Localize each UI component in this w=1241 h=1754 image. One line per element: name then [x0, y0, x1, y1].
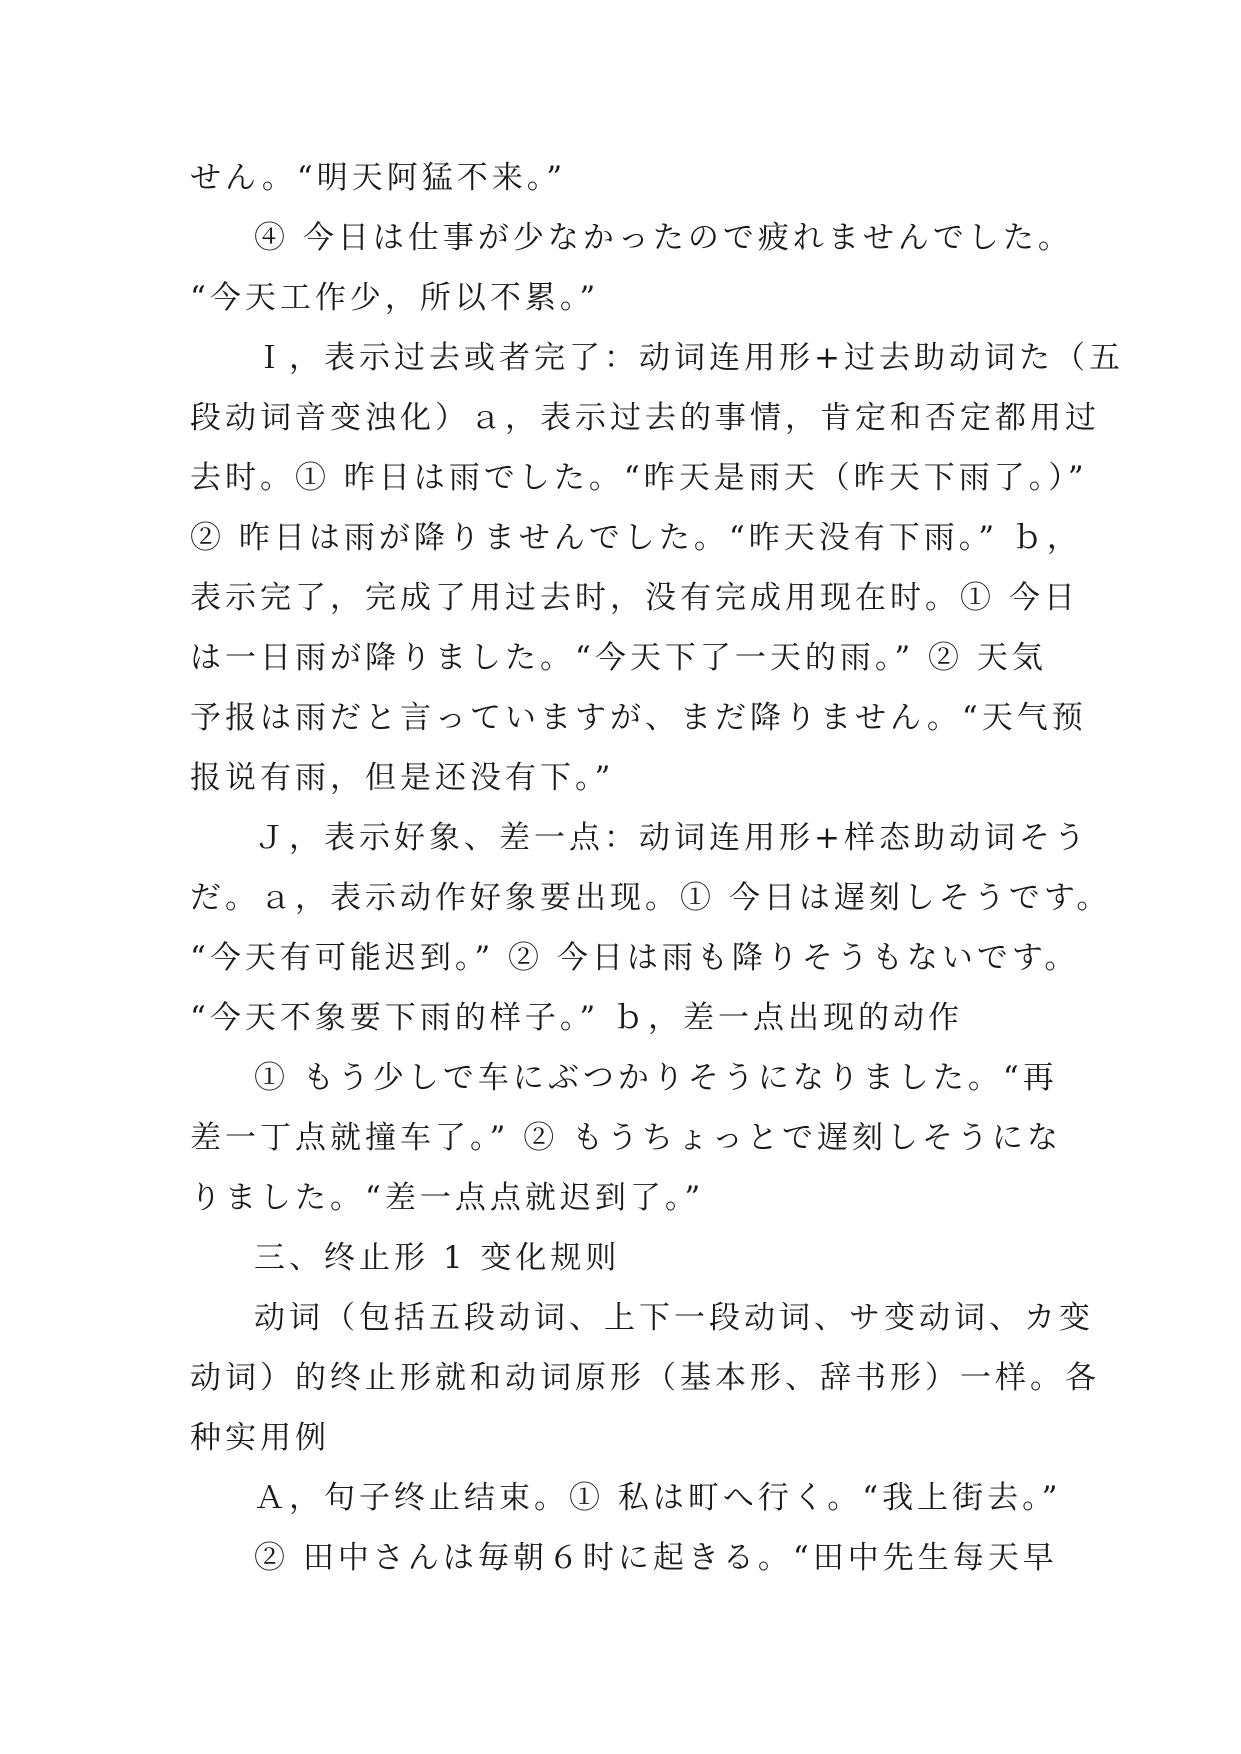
text-line: Ａ，句子终止结束。① 私は町へ行く。“我上街去。” — [254, 1480, 1062, 1516]
text-line: 动词）的终止形就和动词原形（基本形、辞书形）一样。各 — [190, 1360, 1100, 1396]
text-line: “今天不象要下雨的样子。” ｂ，差一点出现的动作 — [190, 1000, 964, 1036]
text-line: 去时。① 昨日は雨でした。“昨天是雨天（昨天下雨了。）” — [190, 460, 1088, 496]
text-line: Ｊ，表示好象、差一点：动词连用形+样态助动词そう — [254, 820, 1089, 856]
text-line: 表示完了，完成了用过去时，没有完成用现在时。① 今日 — [190, 580, 1079, 616]
text-line: “今天工作少，所以不累。” — [190, 280, 600, 316]
text-line: せん。“明天阿猛不来。” — [190, 160, 567, 196]
text-line: “今天有可能迟到。” ② 今日は雨も降りそうもないです。 — [190, 940, 1080, 976]
text-line: だ。ａ，表示动作好象要出现。① 今日は遅刻しそうです。 — [190, 880, 1112, 916]
text-line: 报说有雨，但是还没有下。” — [190, 760, 615, 796]
text-line: 予报は雨だと言っていますが、まだ降りません。“天气预 — [190, 700, 1087, 736]
text-line: りました。“差一点点就迟到了。” — [190, 1180, 705, 1216]
text-line: は一日雨が降りました。“今天下了一天的雨。” ② 天気 — [190, 640, 1047, 676]
text-line: 段动词音变浊化）ａ，表示过去的事情，肯定和否定都用过 — [190, 400, 1100, 436]
text-line: ④ 今日は仕事が少なかったので疲れませんでした。 — [254, 220, 1073, 256]
text-line: 种实用例 — [190, 1420, 330, 1456]
text-line: ② 昨日は雨が降りませんでした。“昨天没有下雨。” ｂ， — [190, 520, 1082, 556]
text-line: ① もう少しで车にぶつかりそうになりました。“再 — [254, 1060, 1058, 1096]
text-line: 差一丁点就撞车了。” ② もうちょっとで遅刻しそうにな — [190, 1120, 1063, 1156]
text-line: Ｉ，表示过去或者完了：动词连用形+过去助动词た（五 — [254, 340, 1124, 376]
section-heading: 三、终止形 1 变化规则 — [254, 1240, 621, 1276]
text-line: ② 田中さんは毎朝６时に起きる。“田中先生每天早 — [254, 1540, 1058, 1576]
text-line: 动词（包括五段动词、上下一段动词、サ变动词、カ变 — [254, 1300, 1094, 1336]
